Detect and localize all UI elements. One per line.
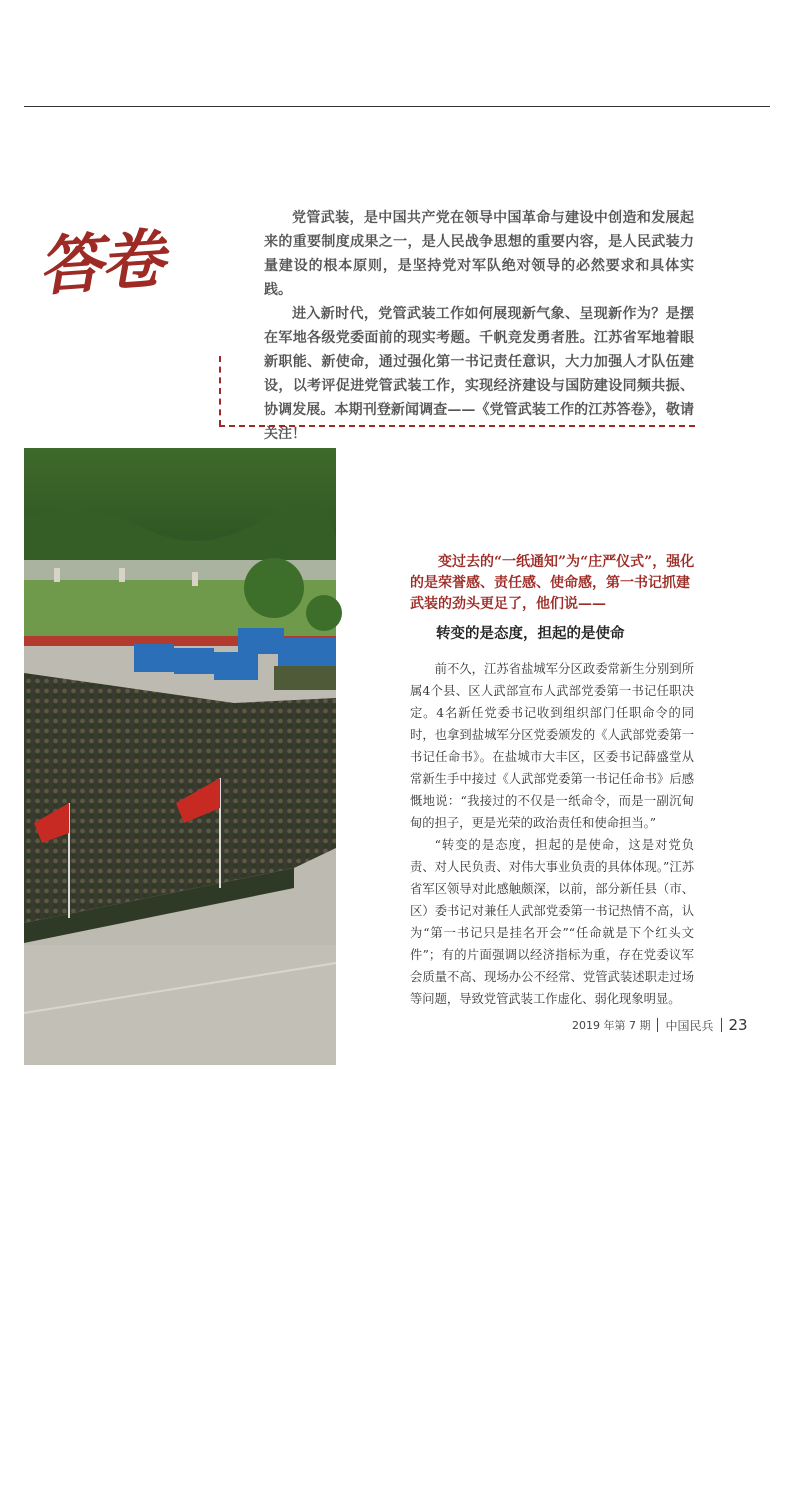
issue-label: 2019 年第 7 期 [572,1019,651,1032]
footer-divider [721,1018,722,1032]
page-footer [572,1016,748,1034]
dashed-border-horizontal [219,425,695,427]
lead-text: 变过去的“一纸通知”为“庄严仪式”，强化的是荣誉感、责任感、使命感，第一书记抓建武装的劲头更足了，他们说—— [410,554,695,612]
dashed-border-vertical [219,356,221,426]
intro-paragraph-2: 进入新时代，党管武装工作如何展现新气象、呈现新作为？是摆在军地各级党委面前的现实考题。千帆竞发勇者胜。江苏省军地着眼新职能、新使命，通过强化第一书记责任意识，大力加强人才队伍建设，以考评促进党管武装工作，实现经济建设与国防建设同频共振、协调发展。本期刊登新闻调查——《党管武装工作的江苏答卷》，敬请关注！ [264,306,694,442]
intro-text [264,206,694,446]
footer-divider [657,1018,658,1032]
photo-caption: 民兵集结拉动演练。 [250,1475,327,1504]
militia-photo-illustration [24,448,336,1065]
section-subheading: 转变的是态度，担起的是使命 [436,626,625,642]
body-paragraph-1: 前不久，江苏省盐城军分区政委常新生分别到所属4个县、区人武部宣布人武部党委第一书记任职决定。4名新任党委书记收到组织部门任职命令的同时，也拿到盐城军分区党委颁发的《人武部党委第一书记任命书》。在盐城市大丰区，区委书记薛盛堂从常新生手中接过《人武部党委第一书记任命书》后感慨地说：“我接过的不仅是一纸命令，而是一副沉甸甸的担子，更是光荣的政治责任和使命担当。” [410,662,694,830]
magazine-name: 中国民兵 [665,1018,714,1033]
body-paragraph-2: “转变的是态度，担起的是使命，这是对党负责、对人民负责、对伟大事业负责的具体体现。”江苏省军区领导对此感触颇深，以前，部分新任县（市、区）委书记对兼任人武部党委第一书记热情不高，认为“第一书记只是挂名开会”“任命就是下个红头文件”；有的片面强调以经济指标为重，存在党委议军会质量不高、现场办公不经常、党管武装述职走过场等问题，导致党管武装工作虚化、弱化现象明显。 [410,838,694,1006]
militia-photo [24,448,336,1504]
lead-quote [410,552,700,615]
page-number: 23 [728,1016,748,1034]
header-rule [24,106,770,107]
intro-paragraph-1: 党管武装，是中国共产党在领导中国革命与建设中创造和发展起来的重要制度成果之一，是人民战争思想的重要内容，是人民武装力量建设的根本原则，是坚持党对军队绝对领导的必然要求和具体实践。 [264,210,694,298]
page-title: 答卷 [35,221,165,306]
article-body [410,658,694,1010]
